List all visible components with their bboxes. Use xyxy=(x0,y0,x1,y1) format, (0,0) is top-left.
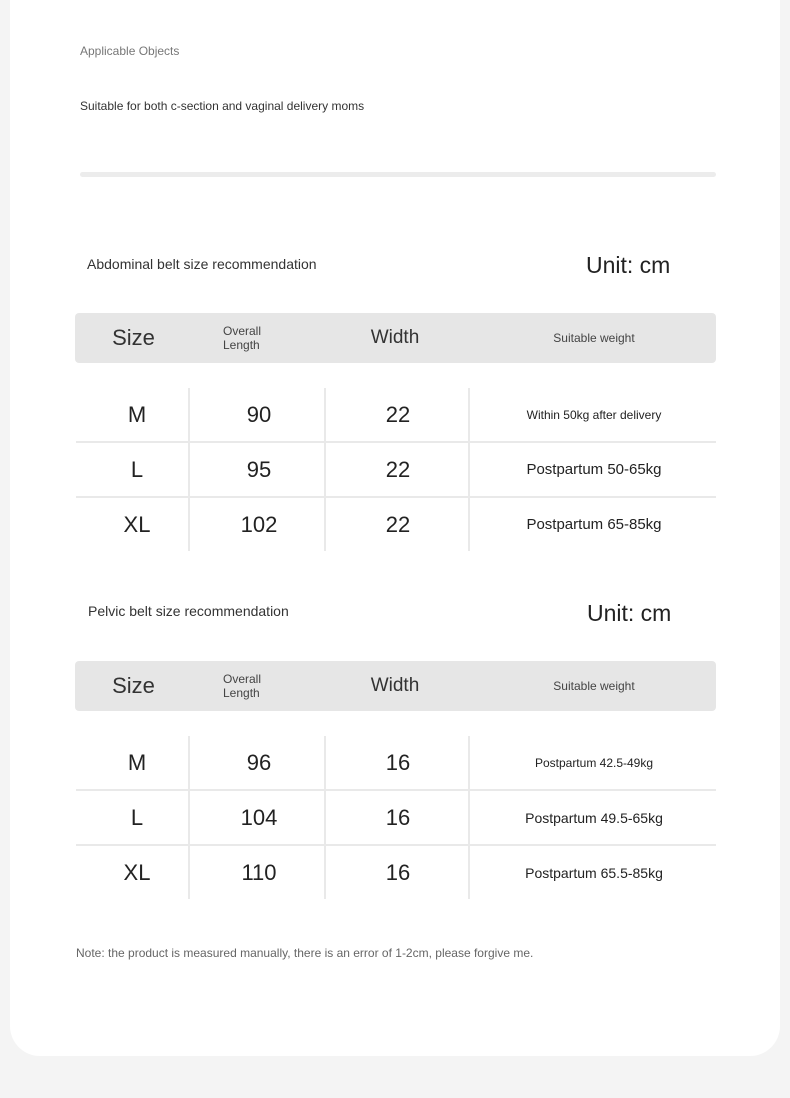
pelvic-section-title: Pelvic belt size recommendation xyxy=(88,603,289,619)
table-row xyxy=(76,736,716,791)
size-cell: L xyxy=(130,804,144,830)
applicable-objects-text: Suitable for both c-section and vaginal delivery moms xyxy=(80,99,365,113)
weight-cell: Postpartum 65-85kg xyxy=(468,498,718,551)
applicable-objects-label: Applicable Objects xyxy=(80,44,180,58)
size-cell: XL xyxy=(123,859,151,885)
pelvic-size-table xyxy=(76,736,716,899)
section-divider xyxy=(80,172,716,177)
header-suitable-weight: Suitable weight xyxy=(553,679,635,693)
weight-cell: Postpartum 42.5-49kg xyxy=(468,736,718,789)
abdominal-section-title: Abdominal belt size recommendation xyxy=(87,256,317,272)
table-row xyxy=(76,443,716,498)
length-cell: 102 xyxy=(188,498,328,551)
table-row xyxy=(76,791,716,846)
length-cell: 90 xyxy=(188,388,328,441)
header-size: Size xyxy=(112,673,155,698)
table-row xyxy=(76,388,716,443)
length-cell: 110 xyxy=(188,846,328,899)
length-cell: 96 xyxy=(188,736,328,789)
width-cell: 22 xyxy=(324,388,470,441)
size-cell: XL xyxy=(123,511,151,537)
length-cell: 104 xyxy=(188,791,328,844)
abdominal-table-header xyxy=(75,313,716,363)
weight-cell: Postpartum 50-65kg xyxy=(468,443,718,496)
header-overall-length: Overall Length xyxy=(223,672,262,700)
abdominal-size-table xyxy=(76,388,716,551)
table-row xyxy=(76,498,716,551)
weight-cell: Postpartum 49.5-65kg xyxy=(468,791,718,844)
weight-cell: Postpartum 65.5-85kg xyxy=(468,846,718,899)
abdominal-unit: Unit: cm xyxy=(586,252,671,278)
width-cell: 22 xyxy=(324,443,470,496)
header-width: Width xyxy=(370,327,420,348)
header-suitable-weight: Suitable weight xyxy=(553,331,635,345)
width-cell: 16 xyxy=(324,736,470,789)
length-cell: 95 xyxy=(188,443,328,496)
size-cell: M xyxy=(127,749,147,775)
header-overall-length: Overall Length xyxy=(223,324,262,352)
weight-cell: Within 50kg after delivery xyxy=(468,388,718,441)
header-width: Width xyxy=(370,675,420,696)
measurement-note: Note: the product is measured manually, there is an error of 1-2cm, please forgive me. xyxy=(76,946,534,960)
pelvic-unit: Unit: cm xyxy=(587,600,672,626)
width-cell: 22 xyxy=(324,498,470,551)
pelvic-table-header xyxy=(75,661,716,711)
size-cell: M xyxy=(127,401,147,427)
width-cell: 16 xyxy=(324,791,470,844)
size-cell: L xyxy=(130,456,144,482)
width-cell: 16 xyxy=(324,846,470,899)
content-card xyxy=(10,0,780,1056)
header-size: Size xyxy=(112,325,155,350)
table-row xyxy=(76,846,716,899)
